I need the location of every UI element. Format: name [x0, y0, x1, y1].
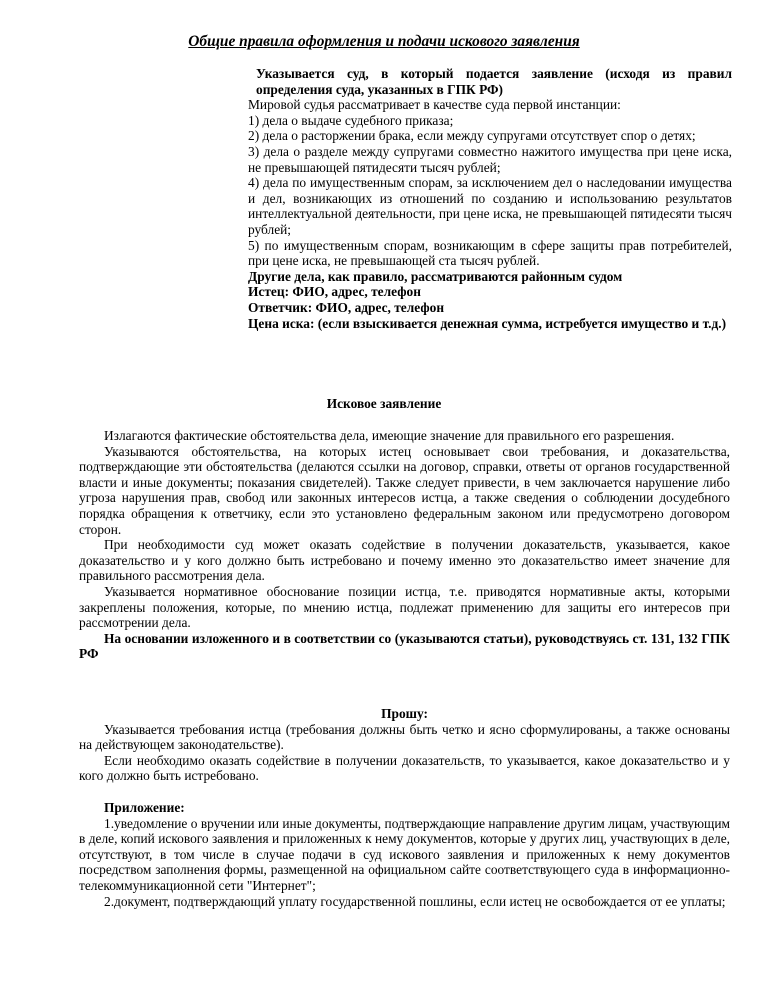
court-item: 2) дела о расторжении брака, если между супругами отсутствует спор о детях;	[248, 128, 696, 144]
appendix-block	[79, 800, 730, 909]
claim-basis: На основании изложенного и в соответствии со (указываются статьи), руководствуясь ст. 131, 132 ГПК РФ	[79, 630, 730, 662]
claim-title: Исковое заявление	[326, 396, 442, 411]
plaintiff: Истец: ФИО, адрес, телефон	[248, 284, 421, 300]
request-title: Прошу:	[381, 706, 428, 721]
request-paragraph: Если необходимо оказать содействие в получении доказательств, то указывается, какое доказательство и у кого должно быть истребовано.	[79, 752, 730, 784]
court-intro: Мировой судья рассматривает в качестве суда первой инстанции:	[248, 97, 621, 113]
claim-paragraph: При необходимости суд может оказать содействие в получении доказательств, указывается, какое доказательство и у кого должно быть истребовано и почему именно это доказательство имеет значение для правильного рассмотрения дела.	[79, 537, 730, 584]
claim-price: Цена иска: (если взыскивается денежная сумма, истребуется имущество и т.д.)	[248, 315, 727, 331]
court-item: 3) дела о разделе между супругами совместно нажитого имущества при цене иска, не превышающей пятидесяти тысяч рублей;	[248, 143, 732, 175]
court-item: 4) дела по имущественным спорам, за исключением дел о наследовании имущества и дел, возникающих из отношений по созданию и использованию результатов интеллектуальной деятельности, при цене иска, не превышающей пятидесяти тысяч рублей;	[248, 175, 732, 237]
claim-paragraph: Излагаются фактические обстоятельства дела, имеющие значение для правильного его разрешения.	[104, 428, 675, 443]
appendix-title: Приложение:	[104, 800, 185, 815]
request-paragraph: Указывается требования истца (требования должны быть четко и ясно сформулированы, а также основаны на действующем законодательстве).	[79, 721, 730, 753]
court-header: Указывается суд, в который подается заявление (исходя из правил определения суда, указанных в ГПК РФ)	[256, 66, 732, 97]
court-item: 1) дела о выдаче судебного приказа;	[248, 112, 454, 128]
other-cases: Другие дела, как правило, рассматриваются районным судом	[248, 268, 623, 284]
appendix-item: 2.документ, подтверждающий уплату государственной пошлины, если истец не освобождается от ее уплаты;	[104, 893, 726, 909]
claim-paragraph: Указывается нормативное обоснование позиции истца, т.е. приводятся нормативные акты, которыми закреплены положения, которые, по мнению истца, подлежат применению для защиты его интересов при рассмотрении дела.	[79, 583, 730, 631]
claim-paragraph: Указываются обстоятельства, на которых истец основывает свои требования, и доказательства, подтверждающие эти обстоятельства (делаются ссылки на договор, справки, ответы от органов государственной власти и иные документы; показания свидетелей). Также следует привести, в чем заключается нарушение либо угроза нарушения прав, свобод или законных интересов истца, а также сведения о соблюдении досудебного порядка обращения к ответчику, если это установлено федеральным законом или предусмотрено договором сторон.	[79, 443, 730, 537]
defendant: Ответчик: ФИО, адрес, телефон	[248, 299, 445, 315]
claim-body	[79, 428, 730, 662]
page-title: Общие правила оформления и подачи искового заявления	[188, 33, 580, 50]
court-item: 5) по имущественным спорам, возникающим в сфере защиты прав потребителей, при цене иска, не превышающей ста тысяч рублей.	[248, 237, 732, 269]
request-block	[79, 706, 730, 784]
court-block	[248, 66, 732, 331]
appendix-item: 1.уведомление о вручении или иные документы, подтверждающие направление другим лицам, участвующим в деле, копий искового заявления и приложенных к нему документов, которые у других лиц, участвующих в деле, отсутствуют, в том числе в случае подачи в суд искового заявления и приложенных к нему документов посредством заполнения формы, размещенной на официальном сайте соответствующего суда в информационно-телекоммуникационной сети "Интернет";	[79, 815, 730, 893]
